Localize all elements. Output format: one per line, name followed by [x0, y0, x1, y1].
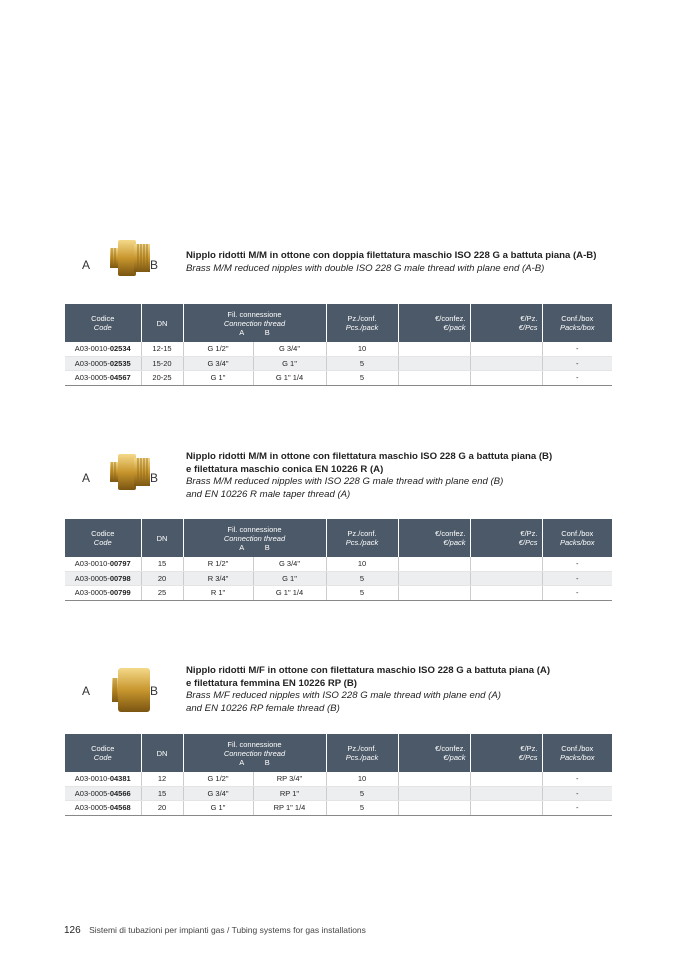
- code-cell: A03-0010-00797: [65, 557, 141, 571]
- product-table: [65, 519, 612, 601]
- thread-b-cell: G 3/4": [253, 557, 326, 571]
- pcs-cell: 5: [326, 571, 398, 586]
- reduced-nipple-mm-taper-image: [108, 450, 154, 494]
- eur-pcs-cell: [470, 586, 542, 601]
- col-connection: Fil. connessione Connection thread A B: [183, 304, 326, 342]
- dn-cell: 15: [141, 557, 183, 571]
- eur-pcs-cell: [470, 786, 542, 801]
- eur-pcs-cell: [470, 371, 542, 386]
- label-b: B: [150, 471, 159, 485]
- dn-cell: 15-20: [141, 356, 183, 371]
- thread-a-cell: R 1": [183, 586, 253, 601]
- eur-pack-cell: [398, 786, 470, 801]
- title-english-line2: and EN 10226 RP female thread (B): [186, 702, 340, 714]
- title-english: Brass M/M reduced nipples with double ISO 228 G male thread with plane end (A-B): [186, 262, 545, 274]
- eur-pcs-cell: [470, 557, 542, 571]
- col-eur-pcs: €/Pz. €/Pcs: [470, 304, 542, 342]
- eur-pcs-cell: [470, 342, 542, 356]
- col-dn: DN: [141, 304, 183, 342]
- eur-pcs-cell: [470, 772, 542, 786]
- thread-b-cell: G 1" 1/4: [253, 586, 326, 601]
- dn-cell: 20-25: [141, 371, 183, 386]
- thread-a-cell: R 1/2": [183, 557, 253, 571]
- thread-a-cell: G 3/4": [183, 356, 253, 371]
- col-box: Conf./box Packs/box: [542, 519, 612, 557]
- box-cell: -: [542, 786, 612, 801]
- table-row: [65, 772, 612, 786]
- col-eur-pack: €/confez. €/pack: [398, 734, 470, 772]
- col-dn: DN: [141, 734, 183, 772]
- dn-cell: 12: [141, 772, 183, 786]
- eur-pack-cell: [398, 371, 470, 386]
- col-eur-pcs: €/Pz. €/Pcs: [470, 519, 542, 557]
- reduced-nipple-mf-image: [110, 664, 152, 716]
- eur-pack-cell: [398, 586, 470, 601]
- footer-text: Sistemi di tubazioni per impianti gas / Tubing systems for gas installations: [89, 925, 366, 935]
- code-cell: A03-0005-00798: [65, 571, 141, 586]
- col-box: Conf./box Packs/box: [542, 734, 612, 772]
- title-italian-line2: e filettatura maschio conica EN 10226 R (A): [186, 463, 384, 475]
- col-connection: Fil. connessione Connection thread A B: [183, 734, 326, 772]
- pcs-cell: 10: [326, 772, 398, 786]
- col-code: Codice Code: [65, 304, 141, 342]
- eur-pcs-cell: [470, 571, 542, 586]
- box-cell: -: [542, 571, 612, 586]
- col-box: Conf./box Packs/box: [542, 304, 612, 342]
- thread-a-cell: R 3/4": [183, 571, 253, 586]
- thread-b-cell: RP 1": [253, 786, 326, 801]
- eur-pack-cell: [398, 801, 470, 816]
- dn-cell: 20: [141, 801, 183, 816]
- box-cell: -: [542, 356, 612, 371]
- pcs-cell: 10: [326, 342, 398, 356]
- code-cell: A03-0005-04566: [65, 786, 141, 801]
- pcs-cell: 10: [326, 557, 398, 571]
- table-row: [65, 571, 612, 586]
- box-cell: -: [542, 342, 612, 356]
- thread-b-cell: RP 1" 1/4: [253, 801, 326, 816]
- box-cell: -: [542, 371, 612, 386]
- title-italian: Nipplo ridotti M/M in ottone con doppia filettatura maschio ISO 228 G a battuta piana (A-B): [186, 250, 597, 261]
- eur-pack-cell: [398, 772, 470, 786]
- thread-b-cell: RP 3/4": [253, 772, 326, 786]
- box-cell: -: [542, 772, 612, 786]
- dn-cell: 20: [141, 571, 183, 586]
- product-table: [65, 304, 612, 386]
- code-cell: A03-0005-04568: [65, 801, 141, 816]
- table-row: [65, 786, 612, 801]
- pcs-cell: 5: [326, 586, 398, 601]
- table-row: [65, 801, 612, 816]
- code-cell: A03-0010-02534: [65, 342, 141, 356]
- title-italian: Nipplo ridotti M/F in ottone con filettatura maschio ISO 228 G a battuta piana (A): [186, 665, 551, 676]
- title-italian-line2: e filettatura femmina EN 10226 RP (B): [186, 677, 357, 689]
- thread-b-cell: G 1" 1/4: [253, 371, 326, 386]
- eur-pack-cell: [398, 356, 470, 371]
- dn-cell: 12-15: [141, 342, 183, 356]
- dn-cell: 15: [141, 786, 183, 801]
- table-row: [65, 342, 612, 356]
- pcs-cell: 5: [326, 801, 398, 816]
- label-b: B: [150, 684, 159, 698]
- table-row: [65, 356, 612, 371]
- section-title: [186, 665, 626, 715]
- col-pcs: Pz./conf. Pcs./pack: [326, 519, 398, 557]
- table-row: [65, 586, 612, 601]
- code-cell: A03-0005-02535: [65, 356, 141, 371]
- label-a: A: [82, 471, 91, 485]
- title-english: Brass M/M reduced nipples with ISO 228 G male thread with plane end (B): [186, 476, 504, 487]
- col-eur-pack: €/confez. €/pack: [398, 304, 470, 342]
- col-code: Codice Code: [65, 734, 141, 772]
- title-italian: Nipplo ridotti M/M in ottone con filettatura maschio ISO 228 G a battuta piana (B): [186, 451, 553, 462]
- code-cell: A03-0005-04567: [65, 371, 141, 386]
- thread-a-cell: G 1": [183, 801, 253, 816]
- col-pcs: Pz./conf. Pcs./pack: [326, 734, 398, 772]
- title-english: Brass M/F reduced nipples with ISO 228 G male thread with plane end (A): [186, 690, 501, 701]
- product-table: [65, 734, 612, 816]
- code-cell: A03-0010-04381: [65, 772, 141, 786]
- title-english-line2: and EN 10226 R male taper thread (A): [186, 488, 351, 500]
- col-eur-pack: €/confez. €/pack: [398, 519, 470, 557]
- thread-a-cell: G 1": [183, 371, 253, 386]
- box-cell: -: [542, 586, 612, 601]
- eur-pcs-cell: [470, 356, 542, 371]
- eur-pack-cell: [398, 342, 470, 356]
- code-cell: A03-0005-00799: [65, 586, 141, 601]
- col-dn: DN: [141, 519, 183, 557]
- section-title: [186, 451, 626, 501]
- label-b: B: [150, 258, 159, 272]
- page-number: 126: [64, 925, 81, 936]
- box-cell: -: [542, 801, 612, 816]
- thread-a-cell: G 1/2": [183, 772, 253, 786]
- table-row: [65, 371, 612, 386]
- table-row: [65, 557, 612, 571]
- dn-cell: 25: [141, 586, 183, 601]
- reduced-nipple-mm-image: [108, 236, 154, 280]
- pcs-cell: 5: [326, 786, 398, 801]
- thread-a-cell: G 3/4": [183, 786, 253, 801]
- page-footer: [64, 925, 366, 936]
- label-a: A: [82, 258, 91, 272]
- thread-b-cell: G 1": [253, 571, 326, 586]
- label-a: A: [82, 684, 91, 698]
- thread-a-cell: G 1/2": [183, 342, 253, 356]
- eur-pack-cell: [398, 571, 470, 586]
- section-title: [186, 250, 626, 275]
- col-pcs: Pz./conf. Pcs./pack: [326, 304, 398, 342]
- col-code: Codice Code: [65, 519, 141, 557]
- thread-b-cell: G 3/4": [253, 342, 326, 356]
- thread-b-cell: G 1": [253, 356, 326, 371]
- eur-pcs-cell: [470, 801, 542, 816]
- box-cell: -: [542, 557, 612, 571]
- pcs-cell: 5: [326, 356, 398, 371]
- col-eur-pcs: €/Pz. €/Pcs: [470, 734, 542, 772]
- eur-pack-cell: [398, 557, 470, 571]
- pcs-cell: 5: [326, 371, 398, 386]
- col-connection: Fil. connessione Connection thread A B: [183, 519, 326, 557]
